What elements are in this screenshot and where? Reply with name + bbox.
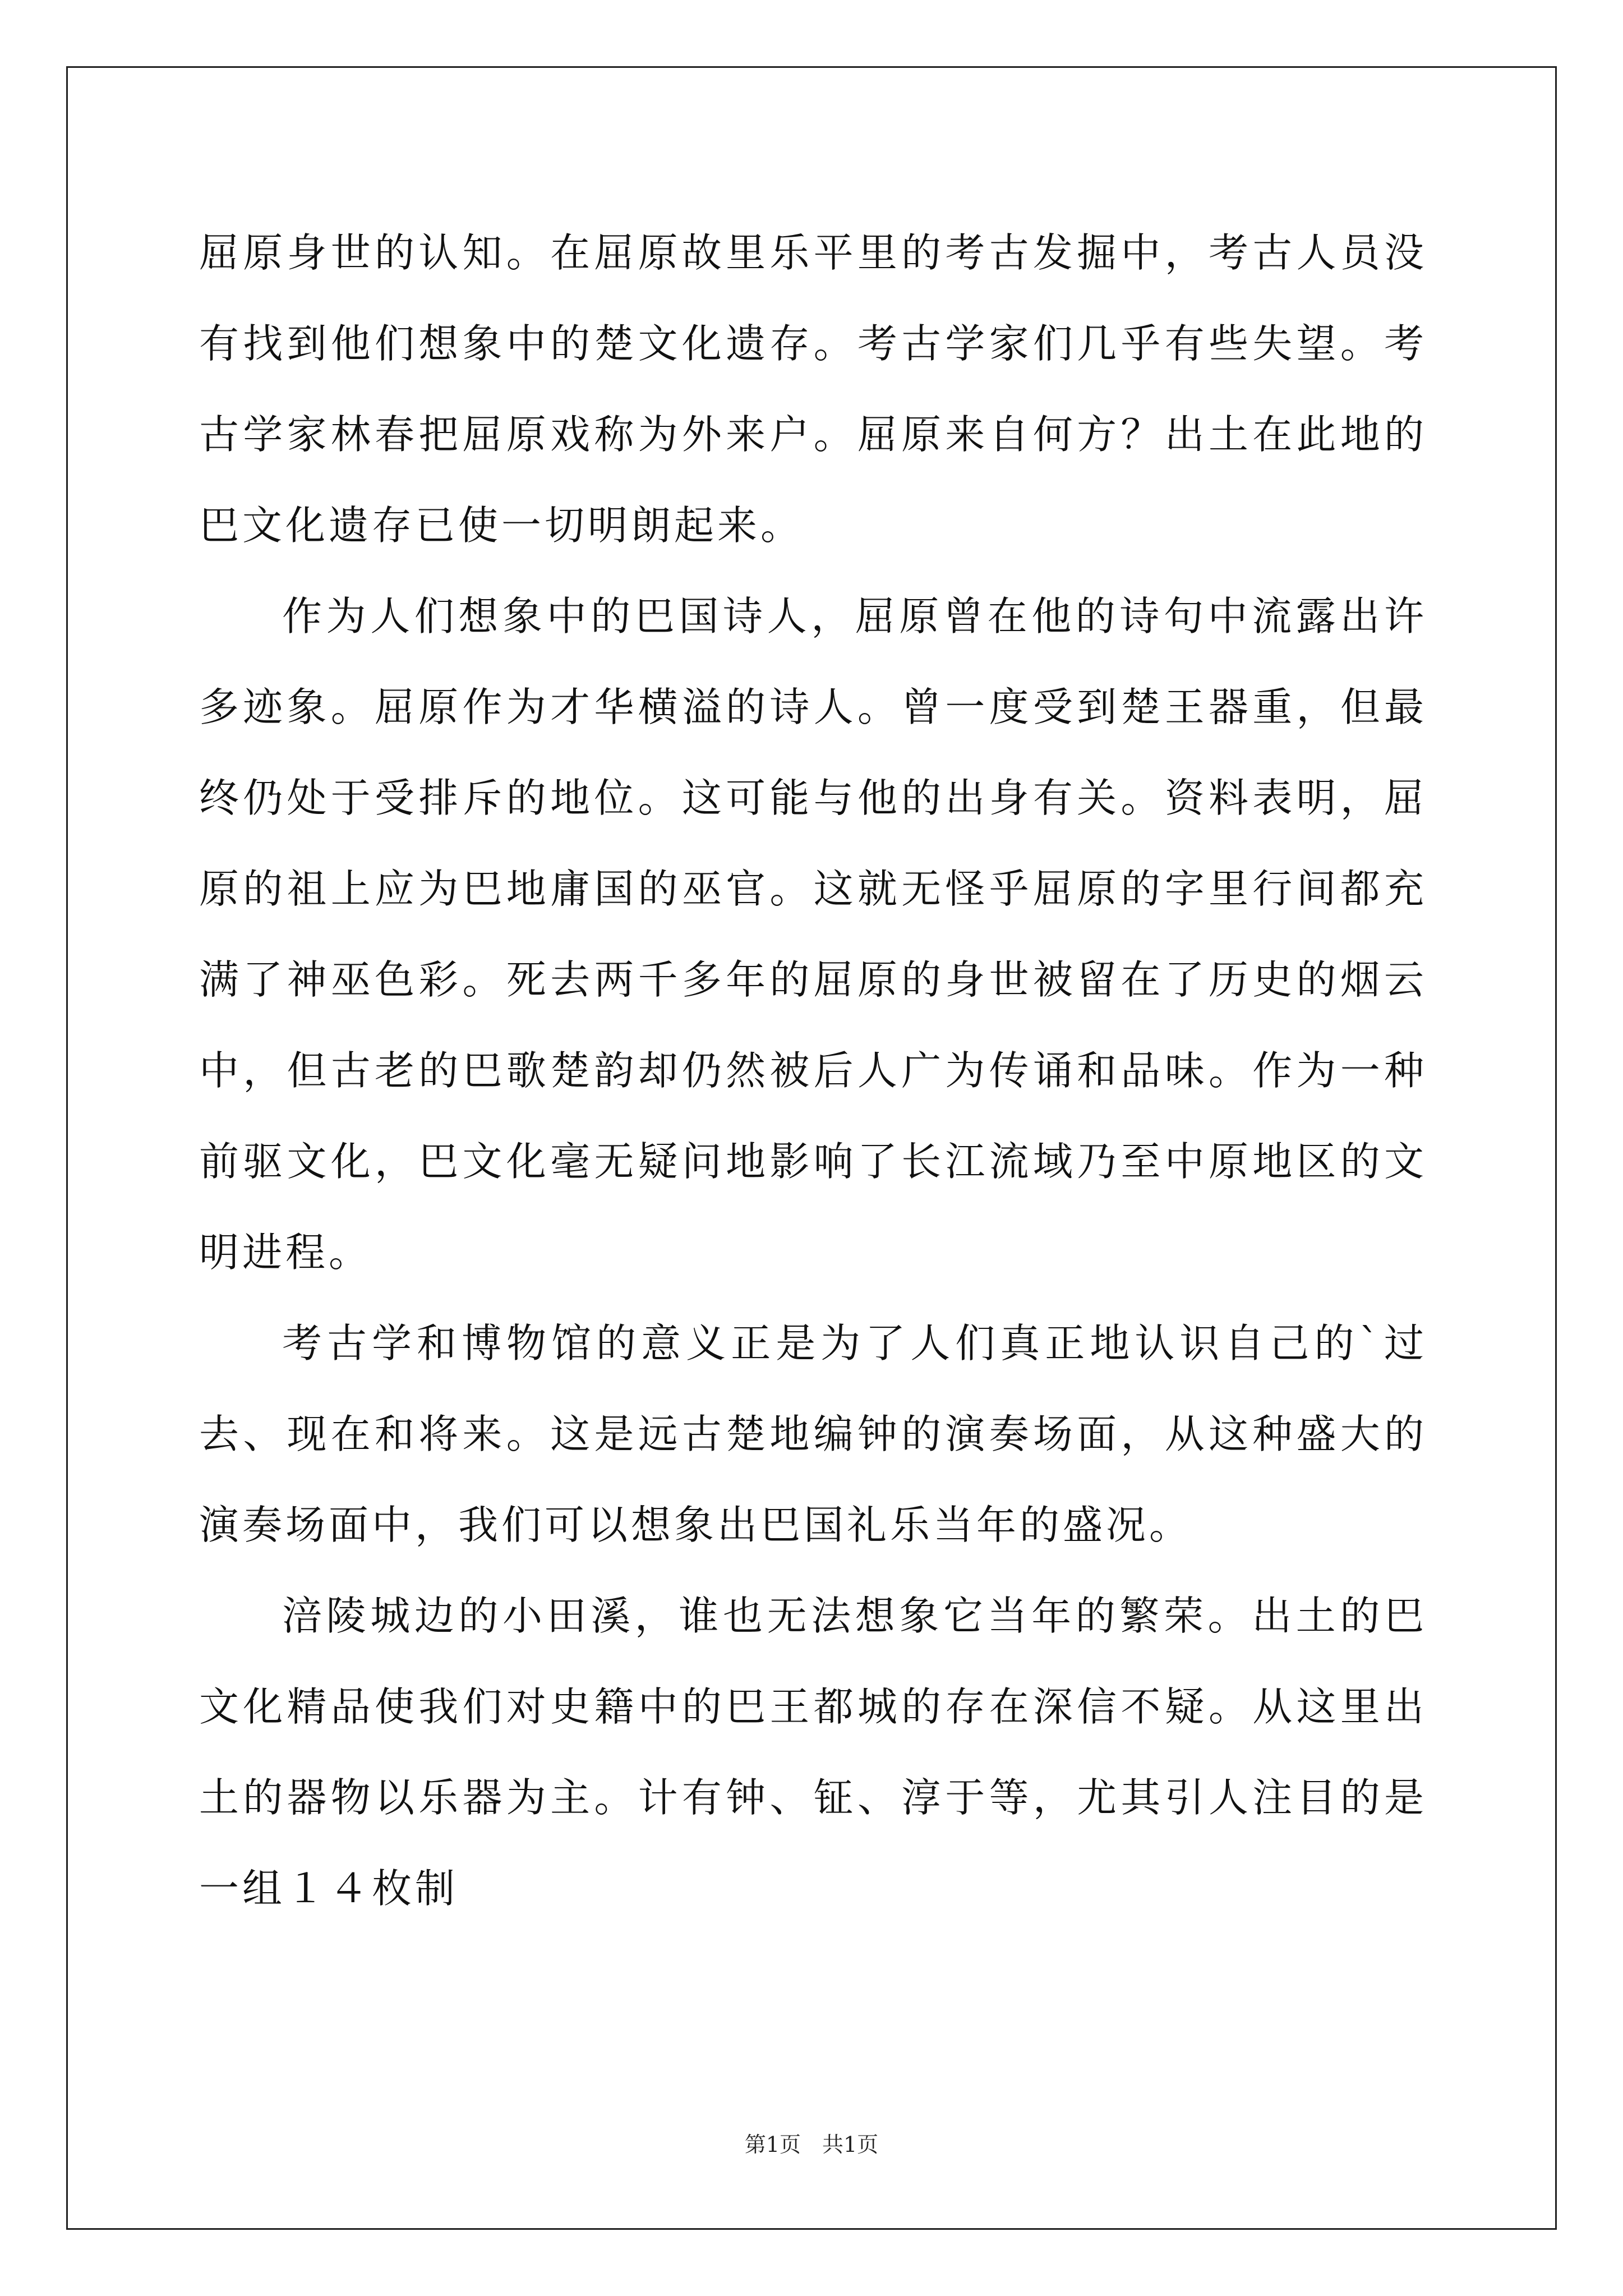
paragraph-3: 考古学和博物馆的意义正是为了人们真正地认识自己的`过去、现在和将来。这是远古楚地编钟的演奏场面，从这种盛大的演奏场面中，我们可以想象出巴国礼乐当年的盛况。 xyxy=(199,1320,1427,1548)
document-body xyxy=(199,208,1427,1934)
paragraph-4: 涪陵城边的小田溪，谁也无法想象它当年的繁荣。出土的巴文化精品使我们对史籍中的巴王都城的存在深信不疑。从这里出土的器物以乐器为主。计有钟、钲、淳于等，尤其引人注目的是一组１４枚制 xyxy=(199,1593,1427,1912)
page-footer: 第1页 共1页 xyxy=(744,2132,879,2157)
paragraph-1: 屈原身世的认知。在屈原故里乐平里的考古发掘中，考古人员没有找到他们想象中的楚文化遗存。考古学家们几乎有些失望。考古学家林春把屈原戏称为外来户。屈原来自何方？出土在此地的巴文化遗存已使一切明朗起来。 xyxy=(199,229,1427,549)
paragraph-2: 作为人们想象中的巴国诗人，屈原曾在他的诗句中流露出许多迹象。屈原作为才华横溢的诗人。曾一度受到楚王器重，但最终仍处于受排斥的地位。这可能与他的出身有关。资料表明，屈原的祖上应为巴地庸国的巫官。这就无怪乎屈原的字里行间都充满了神巫色彩。死去两千多年的屈原的身世被留在了历史的烟云中，但古老的巴歌楚韵却仍然被后人广为传诵和品味。作为一种前驱文化，巴文化毫无疑问地影响了长江流域乃至中原地区的文明进程。 xyxy=(199,593,1427,1276)
